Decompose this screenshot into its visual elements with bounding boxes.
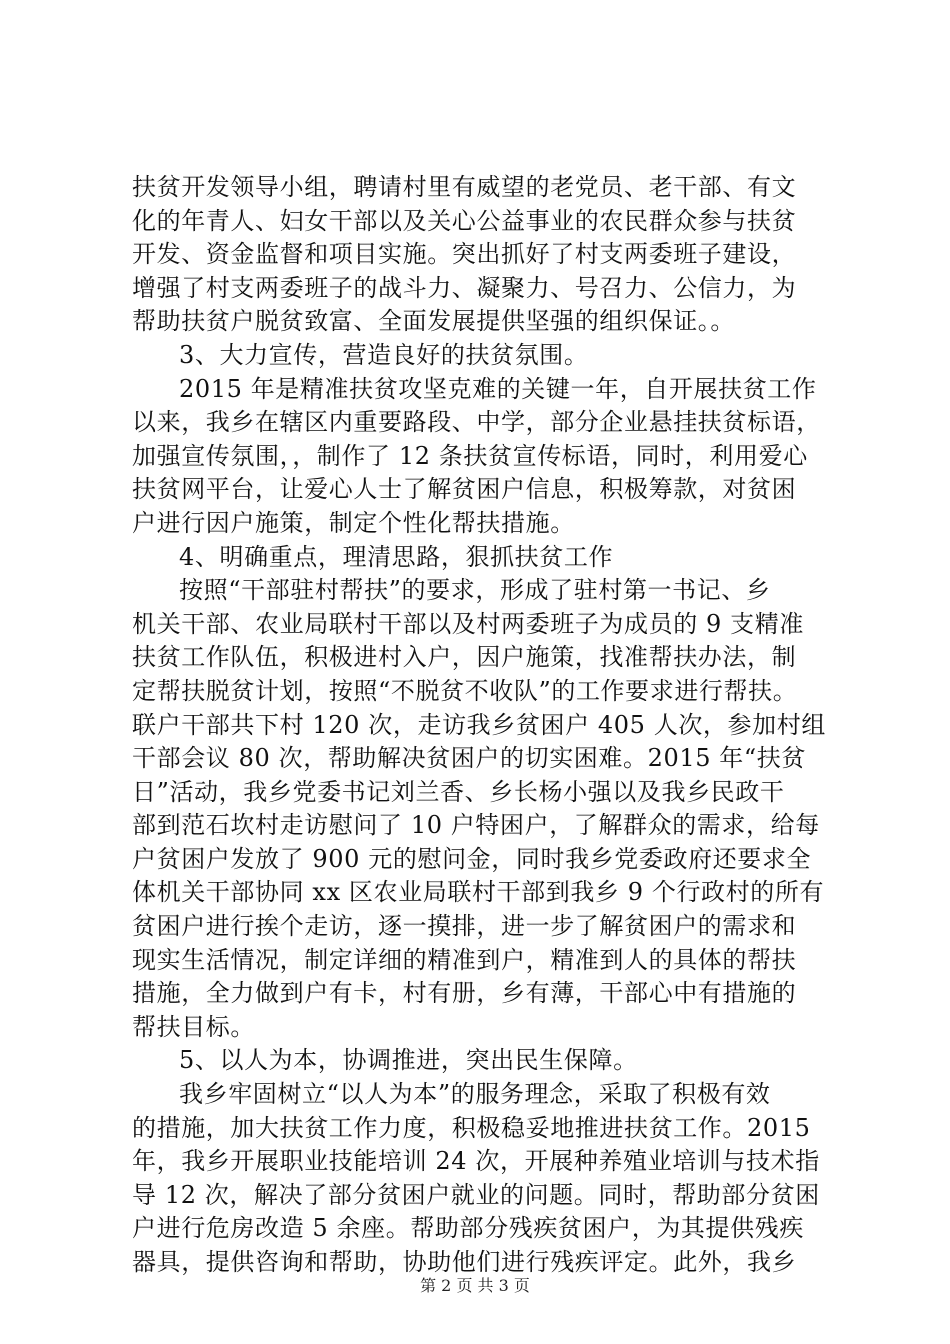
text-line: 户贫困户发放了 900 元的慰问金，同时我乡党委政府还要求全 [132,844,812,873]
text-line: 帮助扶贫户脱贫致富、全面发展提供坚强的组织保证。。 [132,307,735,336]
text-line: 以来，我乡在辖区内重要路段、中学，部分企业悬挂扶贫标语， [132,408,821,437]
text-line: 2015 年是精准扶贫攻坚克难的关键一年，自开展扶贫工作 [179,374,817,403]
text-line: 开发、资金监督和项目实施。突出抓好了村支两委班子建设， [132,240,797,269]
text-line: 我乡牢固树立“以人为本”的服务理念，采取了积极有效 [179,1080,771,1109]
text-line: 扶贫网平台，让爱心人士了解贫困户信息，积极筹款，对贫困 [132,475,797,504]
text-line: 定帮扶脱贫计划，按照“不脱贫不收队”的工作要求进行帮扶。 [132,676,798,705]
text-line: 增强了村支两委班子的战斗力、凝聚力、号召力、公信力，为 [132,273,797,302]
text-line: 机关干部、农业局联村干部以及村两委班子为成员的 9 支精准 [132,609,804,638]
text-line: 日”活动，我乡党委书记刘兰香、乡长杨小强以及我乡民政干 [132,777,785,806]
text-line: 户进行因户施策，制定个性化帮扶措施。 [132,508,575,537]
text-line: 帮扶目标。 [132,1012,255,1041]
text-line: 加强宣传氛围，，制作了 12 条扶贫宣传标语，同时，利用爱心 [132,441,808,470]
text-line: 扶贫开发领导小组，聘请村里有威望的老党员、老干部、有文 [132,173,797,201]
page-footer: 第 2 页 共 3 页 [420,1276,530,1295]
text-line: 现实生活情况，制定详细的精准到户，精准到人的具体的帮扶 [132,945,797,974]
text-line: 5、以人为本，协调推进，突出民生保障。 [179,1046,638,1075]
text-line: 措施，全力做到户有卡，村有册，乡有薄，干部心中有措施的 [132,979,797,1008]
text-line: 化的年青人、妇女干部以及关心公益事业的农民群众参与扶贫 [132,206,797,235]
text-line: 3、大力宣传，营造良好的扶贫氛围。 [179,340,589,369]
text-line: 导 12 次，解决了部分贫困户就业的问题。同时，帮助部分贫困 [132,1180,820,1209]
text-line: 体机关干部协同 xx 区农业局联村干部到我乡 9 个行政村的所有 [132,878,825,907]
text-line: 贫困户进行挨个走访，逐一摸排，进一步了解贫困户的需求和 [132,912,797,941]
text-line: 器具，提供咨询和帮助，协助他们进行残疾评定。此外，我乡 [132,1248,797,1276]
text-line: 部到范石坎村走访慰问了 10 户特困户，了解群众的需求，给每 [132,811,820,840]
text-line: 4、明确重点，理清思路，狠抓扶贫工作 [179,542,614,571]
text-line: 户进行危房改造 5 余座。帮助部分残疾贫困户，为其提供残疾 [132,1214,804,1243]
text-line: 的措施，加大扶贫工作力度，积极稳妥地推进扶贫工作。2015 [132,1113,811,1142]
text-line: 按照“干部驻村帮扶”的要求，形成了驻村第一书记、乡 [179,576,771,605]
text-line: 干部会议 80 次，帮助解决贫困户的切实困难。2015 年“扶贫 [132,744,806,773]
text-line: 扶贫工作队伍，积极进村入户，因户施策，找准帮扶办法，制 [132,643,797,672]
text-line: 年，我乡开展职业技能培训 24 次，开展种养殖业培训与技术指 [132,1147,820,1176]
text-line: 联户干部共下村 120 次，走访我乡贫困户 405 人次，参加村组 [132,710,826,739]
document-body [132,171,832,1280]
